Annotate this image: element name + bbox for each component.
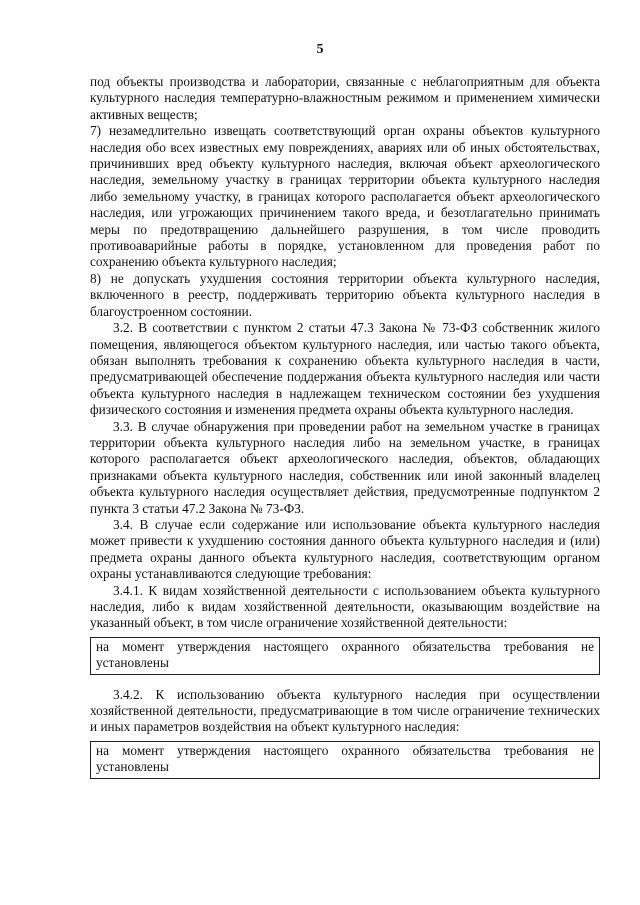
page-number: 5 (316, 42, 324, 57)
requirements-box-2: на момент утверждения настоящего охранного обязательства требования не установлены (90, 741, 600, 779)
paragraph-3-4-2: 3.4.2. К использованию объекта культурного наследия при осуществлении хозяйственной деятельности, предусматривающие в том числе ограничение технических и иных параметров воздействия на объект культурного наследия: (90, 686, 600, 735)
paragraph-3-3: 3.3. В случае обнаружения при проведении работ на земельном участке в границах территории объекта культурного наследия либо на земельном участке, в границах которого располагается объект археологического наследия, объектов, обладающих признаками объекта культурного наследия, собственник или иной законный владелец объекта культурного наследия осуществляет действия, предусмотренные подпунктом 2 пункта 3 статьи 47.2 Закона № 73-ФЗ. (90, 418, 600, 516)
paragraph-3-4-1: 3.4.1. К видам хозяйственной деятельности с использованием объекта культурного наследия, либо к видам хозяйственной деятельности, оказывающим воздействие на указанный объект, в том числе ограничение хозяйственной деятельности: (90, 582, 600, 631)
document-body (90, 74, 600, 791)
paragraph-3-4: 3.4. В случае если содержание или использование объекта культурного наследия может привести к ухудшению состояния данного объекта культурного наследия и (или) предмета охраны данного объекта культурного наследия, соответствующим органом охраны устанавливаются следующие требования: (90, 516, 600, 582)
paragraph-item-7: 7) незамедлительно извещать соответствующий орган охраны объектов культурного наследия обо всех известных ему повреждениях, авариях или об иных обстоятельствах, причинивших вред объекту культурного наследия, включая объект археологического наследия, земельному участку в границах территории объекта культурного наследия либо земельному участку, в границах которого располагается объект археологического наследия, или угрожающих причинением такого вреда, и безотлагательно принимать меры по предотвращению дальнейшего разрушения, в том числе проводить противоаварийные работы в порядке, установленном для проведения работ по сохранению объекта культурного наследия; (90, 123, 600, 270)
paragraph-item-8: 8) не допускать ухудшения состояния территории объекта культурного наследия, включенного в реестр, поддерживать территорию объекта культурного наследия в благоустроенном состоянии. (90, 270, 600, 319)
requirements-box-1: на момент утверждения настоящего охранного обязательства требования не установлены (90, 637, 600, 675)
paragraph-continuation: под объекты производства и лаборатории, связанные с неблагоприятным для объекта культурного наследия температурно-влажностным режимом и применением химически активных веществ; (90, 74, 600, 122)
paragraph-3-2: 3.2. В соответствии с пунктом 2 статьи 47.3 Закона № 73-ФЗ собственник жилого помещения, являющегося объектом культурного наследия, или частью такого объекта, обязан выполнять требования к сохранению объекта культурного наследия в части, предусматривающей обеспечение поддержания объекта культурного наследия или части объекта культурного наследия в надлежащем техническом состоянии без ухудшения физического состояния и изменения предмета охраны объекта культурного наследия. (90, 320, 600, 418)
